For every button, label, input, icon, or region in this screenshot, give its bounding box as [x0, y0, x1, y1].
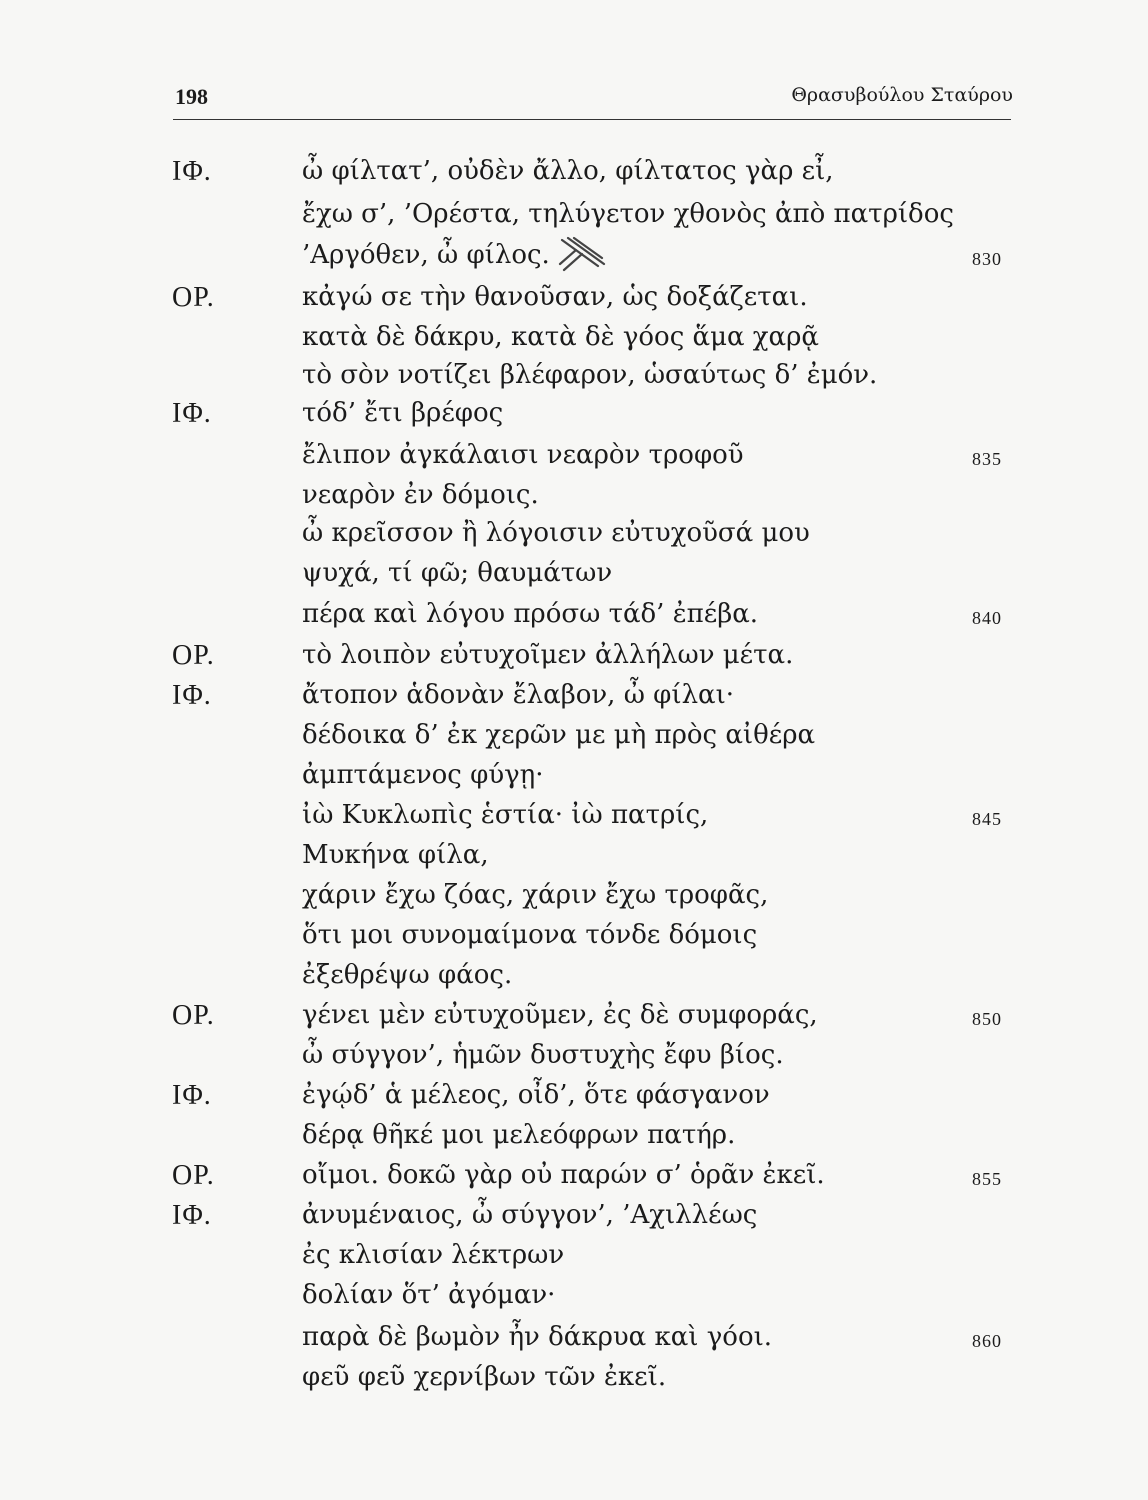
- verse-line: [0, 840, 1148, 876]
- speaker-label: ΟΡ.: [172, 1160, 215, 1191]
- speaker-label: ΙΦ.: [172, 398, 212, 429]
- verse-line: [0, 1000, 1148, 1036]
- line-number: 840: [972, 608, 1002, 628]
- verse-line: [0, 558, 1148, 594]
- verse-text: ’Αργόθεν, ὦ φίλος.: [302, 240, 550, 270]
- verse-text: παρὰ δὲ βωμὸν ἦν δάκρυα καὶ γόοι.: [302, 1322, 773, 1352]
- verse-line: [0, 1362, 1148, 1398]
- verse-text: ὅτι μοι συνομαίμονα τόνδε δόμοις: [302, 920, 758, 950]
- line-number: 860: [972, 1331, 1002, 1351]
- verse-line: [0, 398, 1148, 434]
- speaker-label: ΟΡ.: [172, 282, 215, 313]
- verse-text: τὸ σὸν νοτίζει βλέφαρον, ὡσαύτως δ’ ἐμόν.: [302, 360, 878, 390]
- verse-line: [0, 760, 1148, 796]
- verse-line: [0, 680, 1148, 716]
- verse-text: Μυκήνα φίλα,: [302, 840, 489, 870]
- verse-text: δέρᾳ θῆκέ μοι μελεόφρων πατήρ.: [302, 1120, 736, 1150]
- verse-text: ἄτοπον ἁδονὰν ἔλαβον, ὦ φίλαι·: [302, 680, 735, 710]
- verse-line: [0, 1120, 1148, 1156]
- verse-text: οἴμοι. δοκῶ γὰρ οὐ παρών σ’ ὁρᾶν ἐκεῖ.: [302, 1160, 825, 1190]
- verse-line: [0, 440, 1148, 476]
- verse-text: ἐξεθρέψω φάος.: [302, 960, 513, 990]
- speaker-label: ΙΦ.: [172, 1200, 212, 1231]
- speaker-label: ΙΦ.: [172, 156, 212, 187]
- line-number: 850: [972, 1009, 1002, 1029]
- verse-line: [0, 1160, 1148, 1196]
- verse-text: ὦ κρεῖσσον ἢ λόγοισιν εὐτυχοῦσά μου: [302, 518, 810, 548]
- page-number: 198: [175, 84, 208, 109]
- line-number: 845: [972, 809, 1002, 829]
- line-number: 855: [972, 1169, 1002, 1189]
- verse-text: ἀμπτάμενος φύγῃ·: [302, 760, 544, 790]
- verse-text: νεαρὸν ἐν δόμοις.: [302, 480, 539, 510]
- verse-text: ἐς κλισίαν λέκτρων: [302, 1240, 565, 1270]
- verse-text: τὸ λοιπὸν εὐτυχοῖμεν ἀλλήλων μέτα.: [302, 640, 794, 670]
- verse-text: τόδ’ ἔτι βρέφος: [302, 398, 504, 428]
- verse-line: [0, 1200, 1148, 1236]
- verse-line: [0, 1280, 1148, 1316]
- verse-line: [0, 360, 1148, 396]
- verse-line: [0, 322, 1148, 358]
- verse-line: [0, 1080, 1148, 1116]
- verse-line: [0, 518, 1148, 554]
- verse-line: [0, 282, 1148, 318]
- line-number: 830: [972, 249, 1002, 269]
- speaker-label: ΙΦ.: [172, 680, 212, 711]
- speaker-label: ΙΦ.: [172, 1080, 212, 1111]
- verse-text: ἔχω σ’, ’Ορέστα, τηλύγετον χθονὸς ἀπὸ πατρίδος: [302, 199, 954, 229]
- verse-text: ὦ φίλτατ’, οὐδὲν ἄλλο, φίλτατος γὰρ εἶ,: [302, 156, 834, 186]
- line-number: 835: [972, 449, 1002, 469]
- verse-line: [0, 920, 1148, 956]
- handwritten-pencil-mark: [558, 236, 608, 276]
- verse-line: [0, 1322, 1148, 1358]
- speaker-label: ΟΡ.: [172, 640, 215, 671]
- verse-text: πέρα καὶ λόγου πρόσω τάδ’ ἐπέβα.: [302, 599, 759, 629]
- verse-text: δέδοικα δ’ ἐκ χερῶν με μὴ πρὸς αἰθέρα: [302, 720, 816, 750]
- verse-line: [0, 800, 1148, 836]
- verse-text: ἀνυμέναιος, ὦ σύγγον’, ’Αχιλλέως: [302, 1200, 758, 1230]
- verse-line: [0, 1240, 1148, 1276]
- verse-text: ὦ σύγγον’, ἡμῶν δυστυχὴς ἔφυ βίος.: [302, 1040, 784, 1070]
- verse-line: [0, 599, 1148, 635]
- running-head: Θρασυβούλου Σταύρου: [791, 84, 1013, 106]
- speaker-label: ΟΡ.: [172, 1000, 215, 1031]
- verse-line: [0, 199, 1148, 235]
- verse-line: [0, 1040, 1148, 1076]
- verse-text: κἀγώ σε τὴν θανοῦσαν, ὡς δοξάζεται.: [302, 282, 808, 312]
- verse-text: κατὰ δὲ δάκρυ, κατὰ δὲ γόος ἅμα χαρᾷ: [302, 322, 819, 352]
- verse-text: ἔλιπον ἀγκάλαισι νεαρὸν τροφοῦ: [302, 440, 744, 470]
- verse-line: [0, 640, 1148, 676]
- verse-text: δολίαν ὅτ’ ἀγόμαν·: [302, 1280, 556, 1310]
- verse-text: γένει μὲν εὐτυχοῦμεν, ἐς δὲ συμφοράς,: [302, 1000, 818, 1030]
- verse-text: ἐγῴδ’ ἁ μέλεος, οἶδ’, ὅτε φάσγανον: [302, 1080, 770, 1110]
- verse-line: [0, 880, 1148, 916]
- verse-line: [0, 480, 1148, 516]
- verse-line: [0, 960, 1148, 996]
- verse-text: φεῦ φεῦ χερνίβων τῶν ἐκεῖ.: [302, 1362, 667, 1392]
- verse-line: [0, 156, 1148, 192]
- verse-line: [0, 720, 1148, 756]
- verse-text: ψυχά, τί φῶ; θαυμάτων: [302, 558, 613, 588]
- verse-text: ἰὼ Κυκλωπὶς ἑστία· ἰὼ πατρίς,: [302, 800, 709, 830]
- verse-text: χάριν ἔχω ζόας, χάριν ἔχω τροφᾶς,: [302, 880, 769, 910]
